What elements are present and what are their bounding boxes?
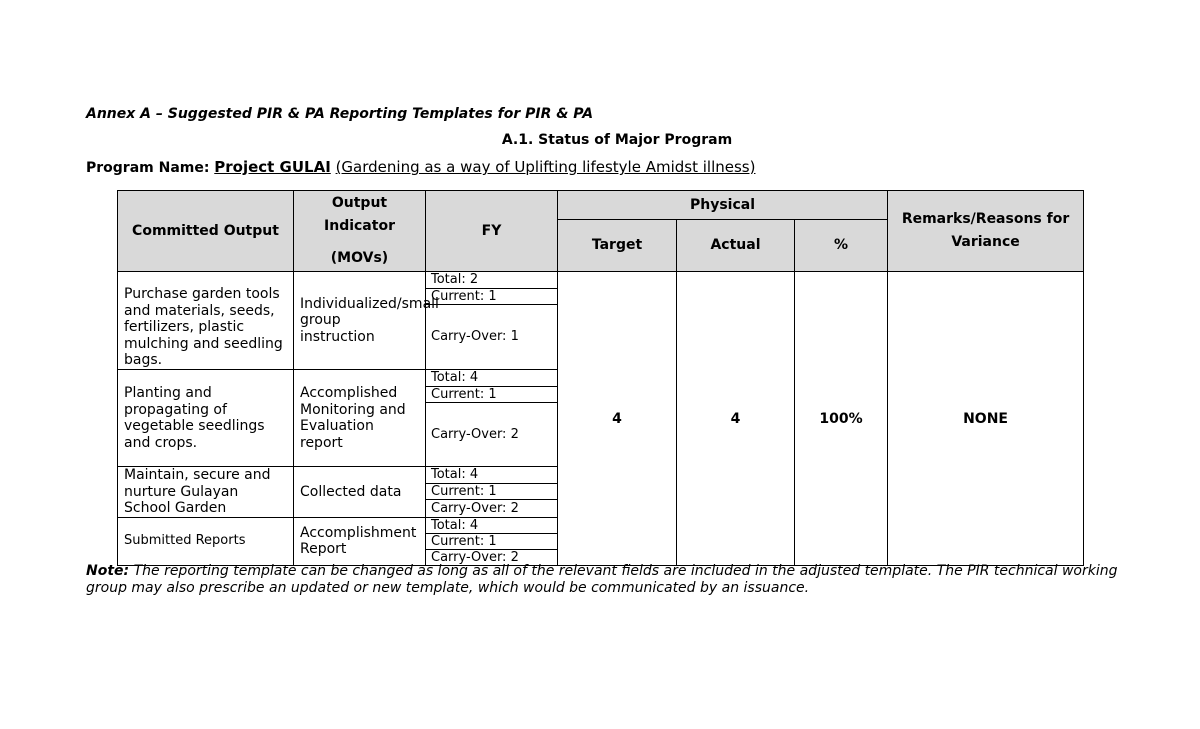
fy-total: Total: 4 [426,370,557,386]
fy-total: Total: 4 [426,467,557,483]
target-value: 4 [558,272,677,566]
committed-output-cell [118,370,294,467]
note-paragraph [86,563,1126,597]
fy-carry-over: Carry-Over: 1 [431,329,519,345]
committed-output-text: Purchase garden tools and materials, seeds, fertilizers, plastic mulching and seedling bags. [124,286,283,369]
committed-output-text: Planting and propagating of vegetable seedlings and crops. [124,385,265,451]
indicator-cell [294,517,426,566]
indicator-cell [294,272,439,370]
fy-carry-over: Carry-Over: 2 [431,426,519,442]
program-description: (Gardening as a way of Uplifting lifestyle Amidst illness) [335,158,756,176]
section-title-text: A.1. Status of Major Program [501,132,733,148]
header-actual: Actual [677,220,795,272]
fy-carry-over: Carry-Over: 2 [431,500,519,516]
fy-cell [426,517,558,566]
fy-current: Current: 1 [426,288,557,304]
indicator-cell [294,467,426,518]
indicator-text: Accomplishment Report [300,524,417,558]
fy-current: Current: 1 [426,534,557,550]
table-row [118,272,1084,370]
percent-value: 100% [795,272,888,566]
fy-cell [426,467,558,518]
header-target: Target [558,220,677,272]
actual-value: 4 [677,272,795,566]
fy-breakdown [426,272,557,369]
status-table [117,190,1084,566]
header-physical: Physical [558,191,888,220]
committed-output-cell [118,272,294,370]
indicator-cell [294,370,426,467]
committed-output-text: Maintain, secure and nurture Gulayan School Garden [124,467,271,516]
fy-total: Total: 4 [426,518,557,534]
section-title [0,132,1200,148]
header-output-indicator-line3: (MOVs) [330,250,389,266]
header-output-indicator [294,191,426,272]
fy-current: Current: 1 [426,483,557,499]
indicator-text: Individualized/small group instruction [300,295,439,345]
fy-breakdown [426,370,557,466]
header-committed-output: Committed Output [118,191,294,272]
fy-total: Total: 2 [426,272,557,288]
fy-cell [426,370,558,467]
program-label: Program Name: [86,160,210,176]
header-percent: % [795,220,888,272]
program-name-line [86,158,755,176]
fy-cell [426,272,558,370]
indicator-text: Accomplished Monitoring and Evaluation report [300,385,406,451]
committed-output-cell [118,517,294,566]
header-remarks-line2: Variance [951,234,1020,250]
fy-breakdown [426,467,557,517]
fy-breakdown [426,518,557,566]
committed-output-text: Submitted Reports [124,533,246,549]
fy-current: Current: 1 [426,386,557,402]
header-fy: FY [426,191,558,272]
header-output-indicator-line2: Indicator [324,218,395,234]
note-text: The reporting template can be changed as long as all of the relevant fields are included in the adjusted template. The PIR technical working group may also prescribe an updated or new template, which would be communicated by an issuance. [86,563,1118,596]
header-output-indicator-line1: Output [331,195,388,211]
indicator-text: Collected data [300,483,402,500]
note-label: Note: [86,563,130,579]
remarks-value: NONE [888,272,1084,566]
annex-title: Annex A – Suggested PIR & PA Reporting Templates for PIR & PA [86,106,594,122]
header-remarks [888,191,1084,272]
committed-output-cell [118,467,294,518]
fy-carry-over: Carry-Over: 2 [431,550,519,565]
header-remarks-line1: Remarks/Reasons for [901,211,1070,227]
program-name: Project GULAI [214,158,331,176]
